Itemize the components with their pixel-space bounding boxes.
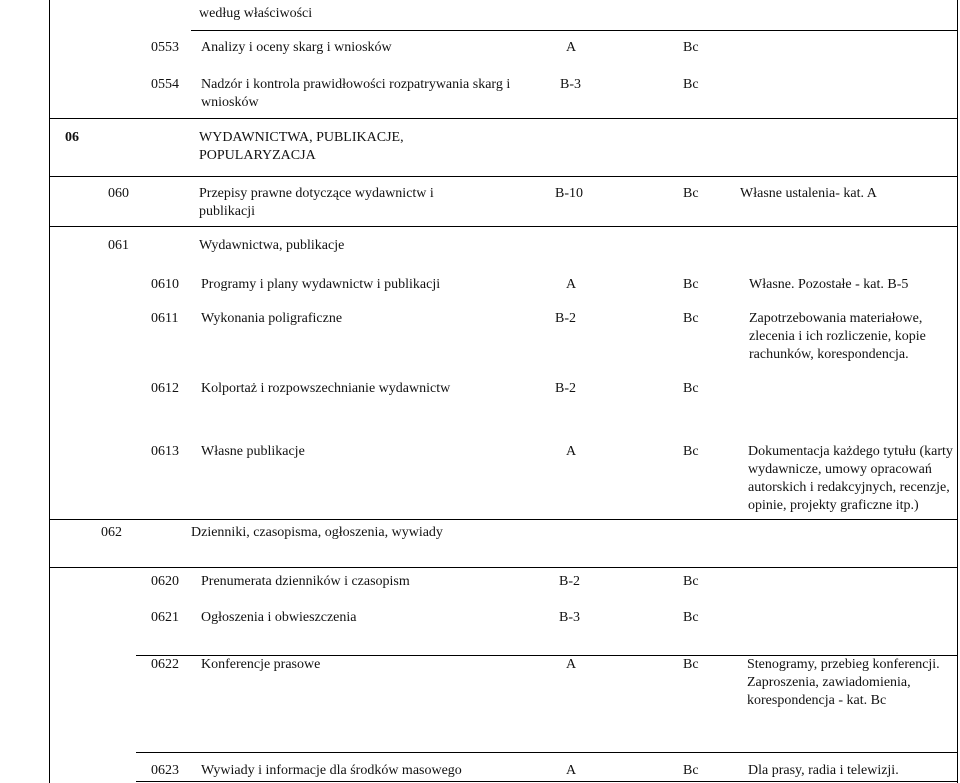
row-0613-category2: Bc [683,444,699,459]
row-0610-title: Programy i plany wydawnictw i publikacji [201,277,441,292]
row-06-title: WYDAWNICTWA, PUBLIKACJE, POPULARYZACJA [199,130,404,163]
row-divider [50,567,957,568]
row-0623-code: 0623 [151,763,179,778]
row-0612-code: 0612 [151,381,179,396]
row-060-category: B-10 [555,186,583,201]
row-0611-remarks: Zapotrzebowania materiałowe, zlecenia i ich rozliczenie, kopie rachunków, korespondencja. [749,311,926,362]
row-0554-title: Nadzór i kontrola prawidłowości rozpatrywania skarg i wniosków [201,77,511,110]
row-0622-title: Konferencje prasowe [201,657,321,672]
row-0611-code: 0611 [151,311,179,326]
row-0620-title: Prenumerata dzienników i czasopism [201,574,410,589]
row-0611-title: Wykonania poligraficzne [201,311,343,326]
row-0613-title: Własne publikacje [201,444,305,459]
row-0554-code: 0554 [151,77,179,92]
row-0610-category2: Bc [683,277,699,292]
row-0610-category: A [566,277,577,292]
row-0554-category2: Bc [683,77,699,92]
top-note: według właściwości [199,6,313,21]
row-060-remarks: Własne ustalenia- kat. A [740,186,877,201]
row-0621-code: 0621 [151,610,179,625]
row-060-code: 060 [108,186,129,201]
row-062-title: Dzienniki, czasopisma, ogłoszenia, wywiady [191,525,443,540]
row-divider [136,752,957,753]
row-0622-code: 0622 [151,657,179,672]
row-060-category2: Bc [683,186,699,201]
row-0553-title: Analizy i oceny skarg i wniosków [201,40,392,55]
row-0620-code: 0620 [151,574,179,589]
table-right-border [957,0,958,783]
row-0621-category2: Bc [683,610,699,625]
row-0623-category: A [566,763,577,778]
row-0612-title: Kolportaż i rozpowszechnianie wydawnictw [201,381,451,396]
row-0612-category: B-2 [555,381,576,396]
row-0621-category: B-3 [559,610,580,625]
row-0621-title: Ogłoszenia i obwieszczenia [201,610,357,625]
row-0613-category: A [566,444,577,459]
row-0610-remarks: Własne. Pozostałe - kat. B-5 [749,277,909,292]
row-0553-category: A [566,40,577,55]
row-0611-category2: Bc [683,311,699,326]
row-0622-remarks: Stenogramy, przebieg konferencji. Zaproszenia, zawiadomienia, korespondencja - kat. Bc [747,657,940,708]
row-0613-code: 0613 [151,444,179,459]
row-0620-category2: Bc [683,574,699,589]
row-061-code: 061 [108,238,129,253]
row-060-title: Przepisy prawne dotyczące wydawnictw i publikacji [199,186,434,219]
row-06-code: 06 [65,130,79,145]
row-0622-category: A [566,657,577,672]
row-divider [50,519,957,520]
row-0553-code: 0553 [151,40,179,55]
row-0622-category2: Bc [683,657,699,672]
row-0553-category2: Bc [683,40,699,55]
row-0623-title: Wywiady i informacje dla środków masowego [201,763,462,778]
row-061-title: Wydawnictwa, publikacje [199,238,345,253]
row-0554-category: B-3 [560,77,581,92]
row-divider [50,176,957,177]
row-0623-category2: Bc [683,763,699,778]
row-divider [191,30,957,31]
row-0611-category: B-2 [555,311,576,326]
row-062-code: 062 [101,525,122,540]
row-0623-remarks: Dla prasy, radia i telewizji. [748,763,899,778]
row-divider [136,781,957,782]
row-divider [50,226,957,227]
row-0612-category2: Bc [683,381,699,396]
row-divider [50,118,957,119]
row-0610-code: 0610 [151,277,179,292]
row-0613-remarks: Dokumentacja każdego tytułu (karty wydawnicze, umowy opracowań autorskich i redakcyjnych, recenzje, opinie, projekty graficzne itp.) [748,444,953,513]
row-0620-category: B-2 [559,574,580,589]
